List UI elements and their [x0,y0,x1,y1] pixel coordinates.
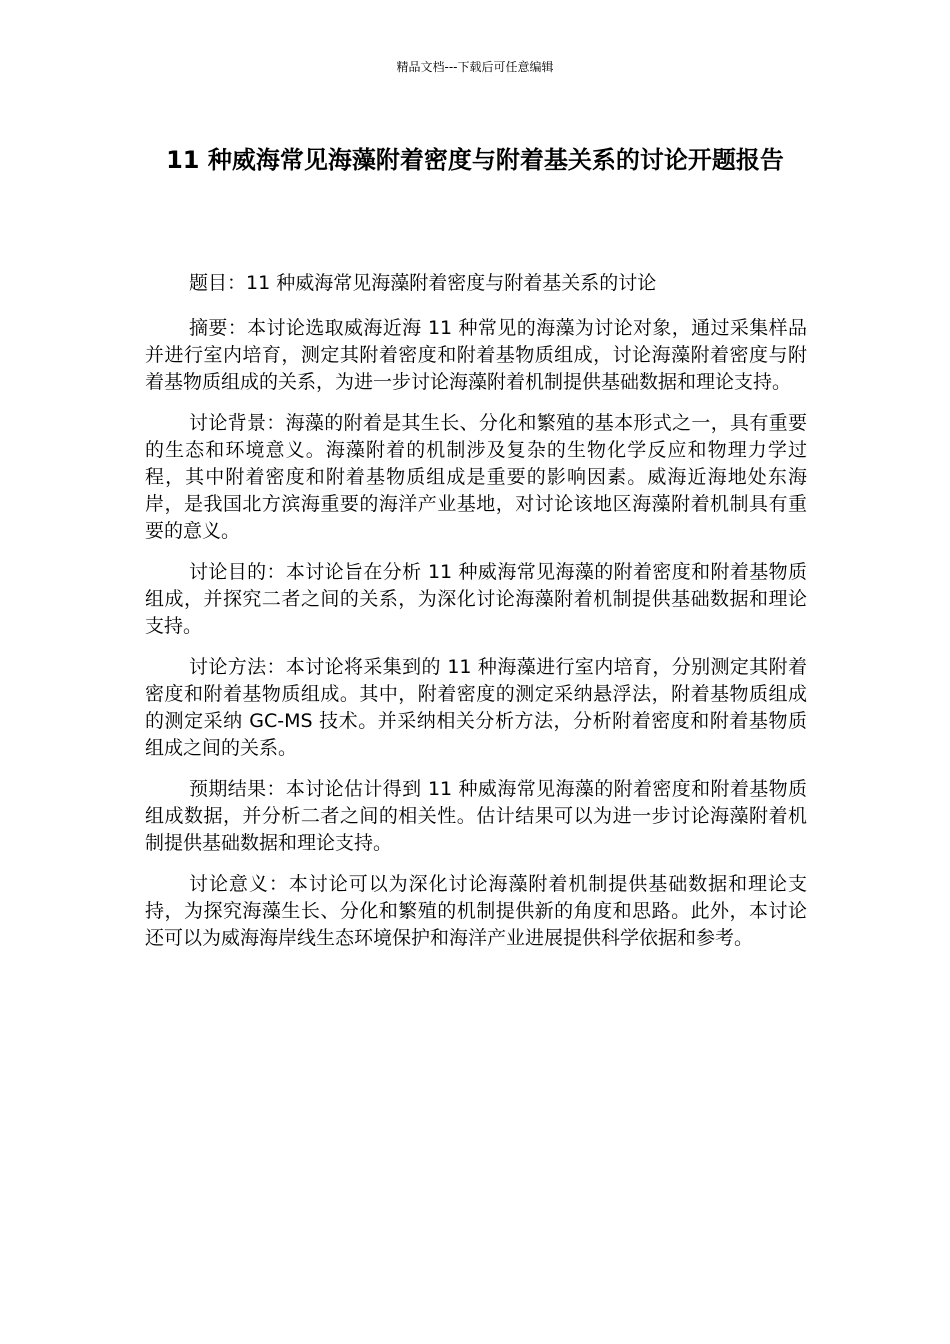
paragraph-methods: 讨论方法：本讨论将采集到的 11 种海藻进行室内培育，分别测定其附着密度和附着基物质组成。其中，附着密度的测定采纳悬浮法，附着基物质组成的测定采纳 GC-MS 技术。并采纳相关分析方法，分析附着密度和附着基物质组成之间的关系。 [145,656,807,759]
paragraph-background: 讨论背景：海藻的附着是其生长、分化和繁殖的基本形式之一，具有重要的生态和环境意义。海藻附着的机制涉及复杂的生物化学反应和物理力学过程，其中附着密度和附着基物质组成是重要的影响因素。威海近海地处东海岸，是我国北方滨海重要的海洋产业基地，对讨论该地区海藻附着机制具有重要的意义。 [145,412,807,542]
paragraph-topic: 题目：11 种威海常见海藻附着密度与附着基关系的讨论 [189,272,657,294]
header-note: 精品文档---下载后可任意编辑 [396,60,554,74]
paragraph-expected-results: 预期结果：本讨论估计得到 11 种威海常见海藻的附着密度和附着基物质组成数据，并分析二者之间的相关性。估计结果可以为进一步讨论海藻附着机制提供基础数据和理论支持。 [145,778,807,854]
document-title: 11 种威海常见海藻附着密度与附着基关系的讨论开题报告 [166,146,784,174]
paragraph-significance: 讨论意义：本讨论可以为深化讨论海藻附着机制提供基础数据和理论支持，为探究海藻生长、分化和繁殖的机制提供新的角度和思路。此外，本讨论还可以为威海海岸线生态环境保护和海洋产业进展提供科学依据和参考。 [145,873,807,949]
paragraph-purpose: 讨论目的：本讨论旨在分析 11 种威海常见海藻的附着密度和附着基物质组成，并探究二者之间的关系，为深化讨论海藻附着机制提供基础数据和理论支持。 [145,561,807,637]
document-body [145,270,807,966]
paragraph-abstract: 摘要：本讨论选取威海近海 11 种常见的海藻为讨论对象，通过采集样品并进行室内培育，测定其附着密度和附着基物质组成，讨论海藻附着密度与附着基物质组成的关系，为进一步讨论海藻附着机制提供基础数据和理论支持。 [145,317,807,393]
